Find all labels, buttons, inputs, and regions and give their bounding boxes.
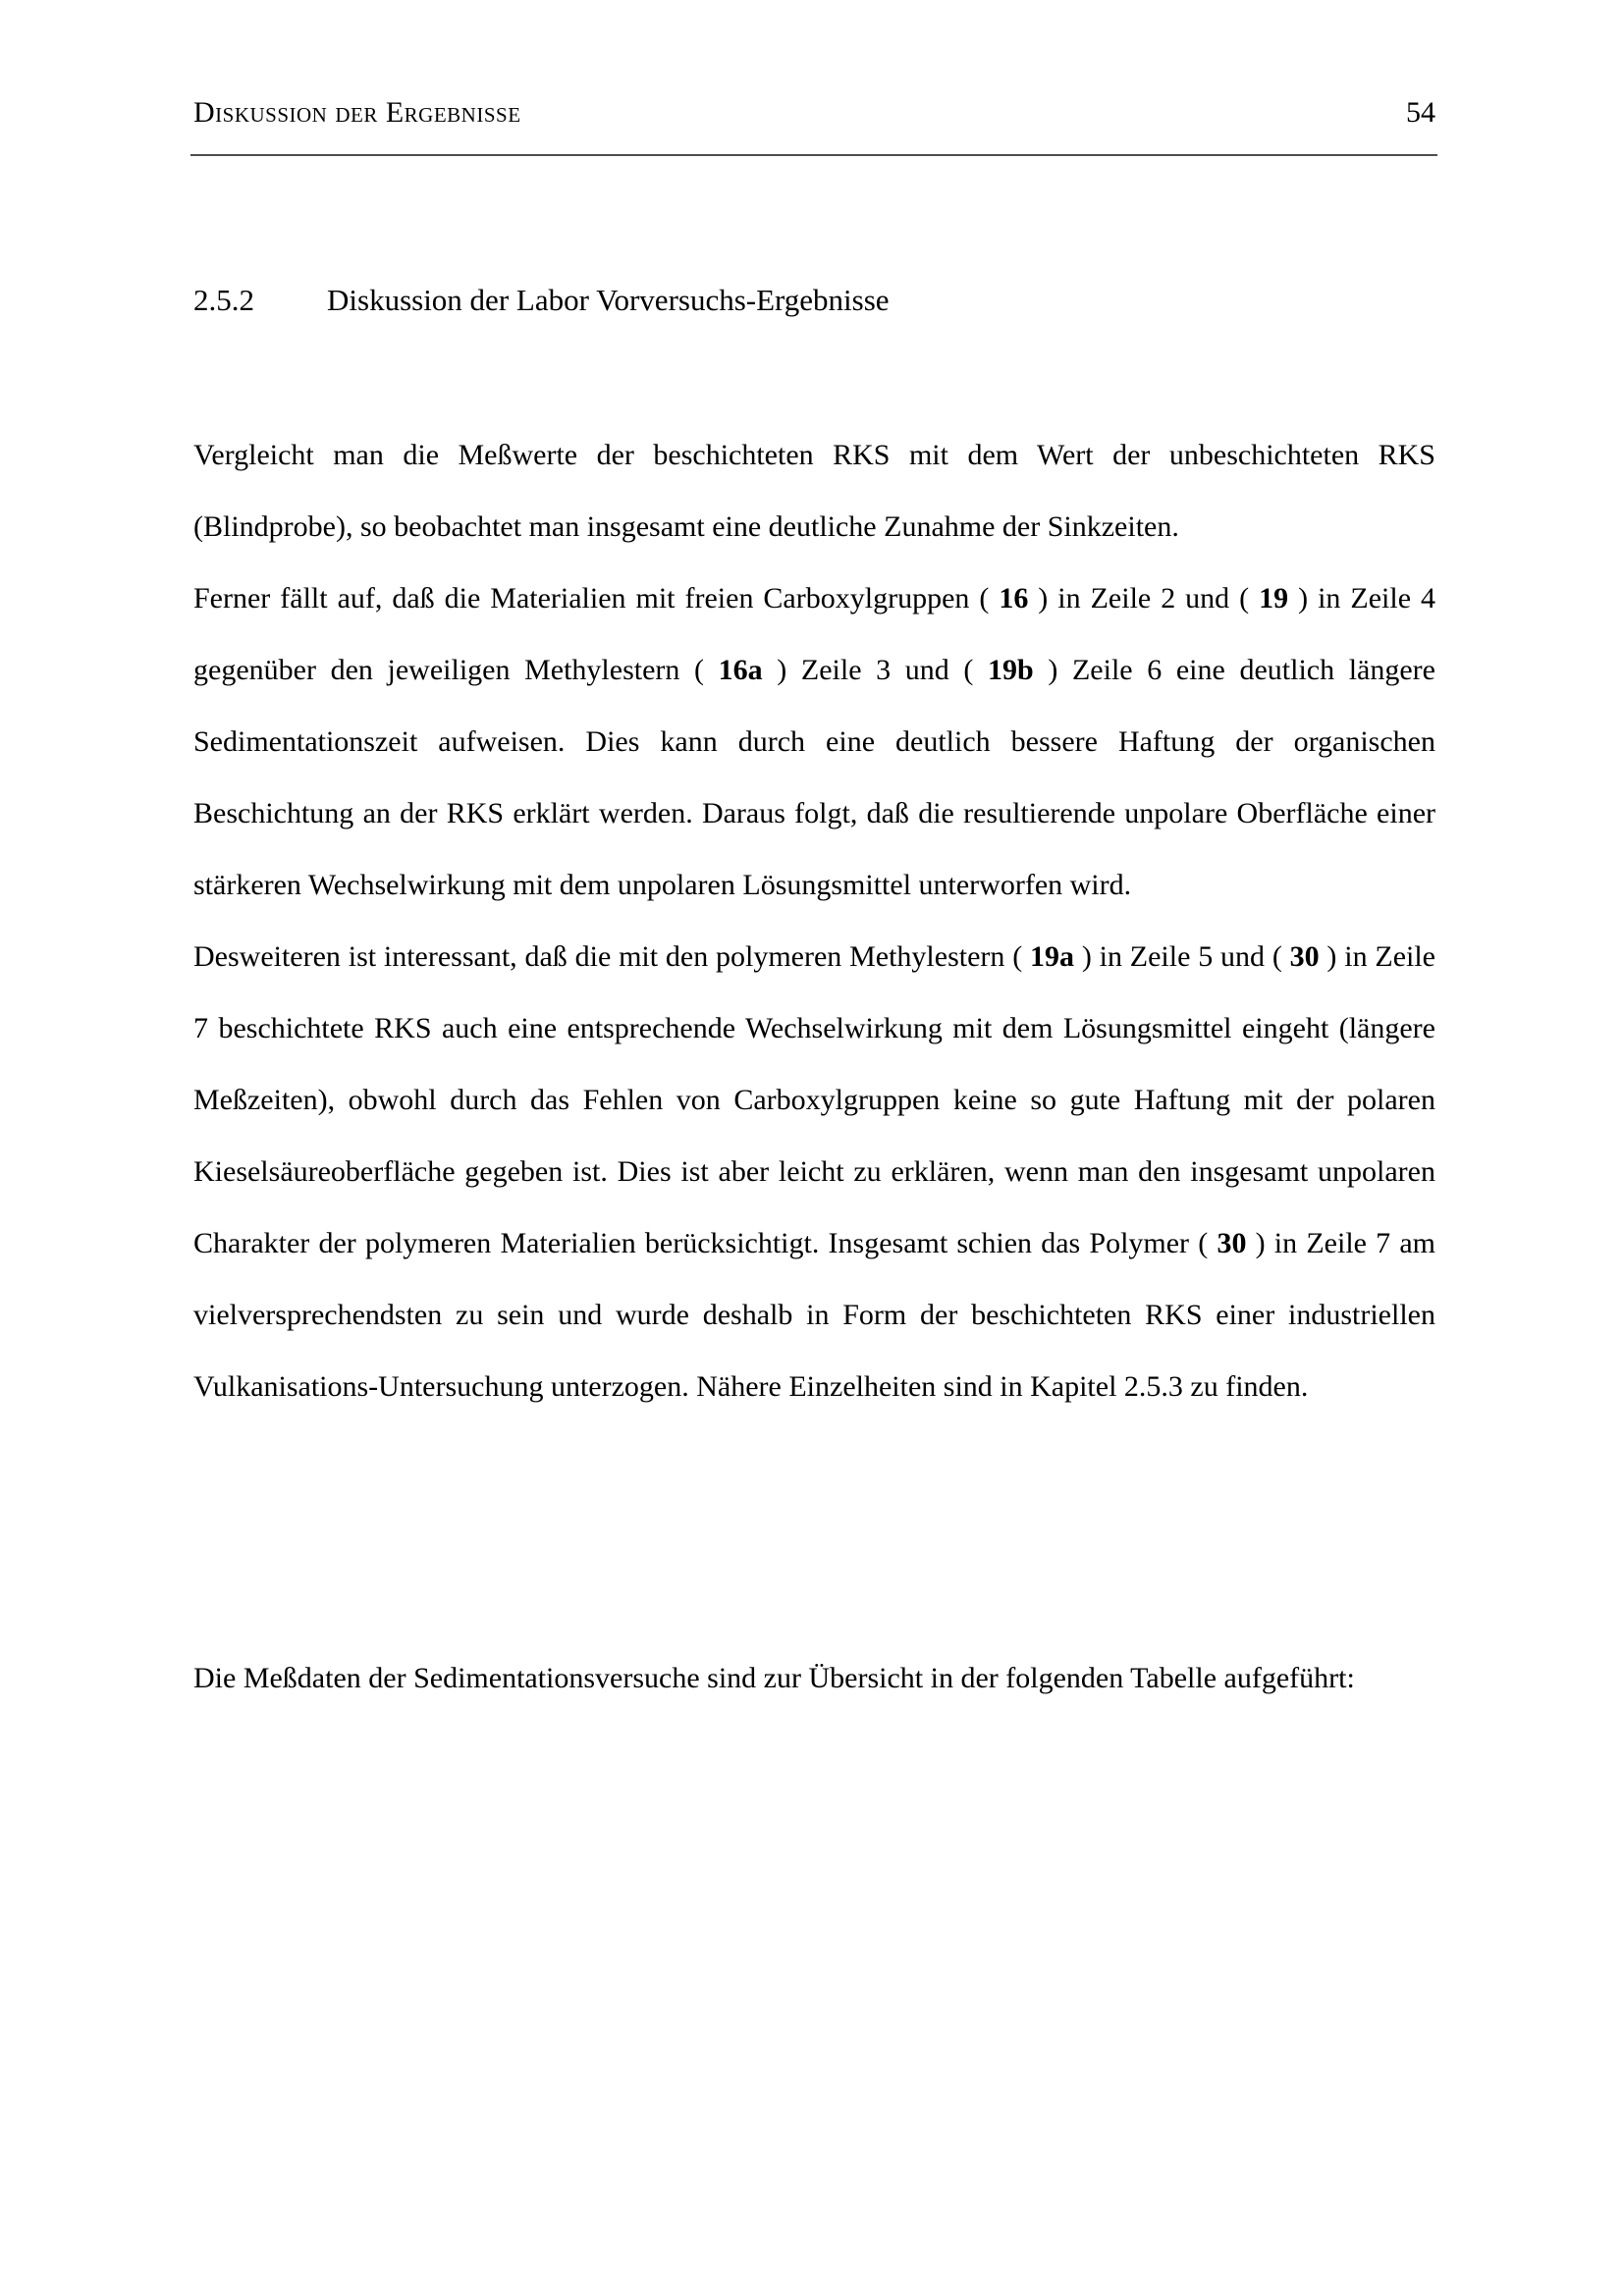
- text-run: Ferner fällt auf, daß die Materialien mit freien Carboxylgruppen (: [193, 582, 1000, 614]
- text-run: Desweiteren ist interessant, daß die mit den polymeren Methylestern (: [193, 940, 1031, 973]
- paragraph: [193, 419, 1435, 562]
- compound-number-bold: 16: [999, 582, 1029, 614]
- section-title: Diskussion der Labor Vorversuchs-Ergebnisse: [327, 283, 890, 317]
- text-run: ) in Zeile 7 am vielversprechendsten zu sein und wurde deshalb in Form der beschichteten RKS einer industriellen Vulkanisations-Untersuchung unterzogen. Nähere Einzelheiten sind in Kapitel 2.5.3 zu finden.: [193, 1227, 1435, 1403]
- text-run: ) Zeile 3 und (: [762, 654, 989, 686]
- text-run: ) in Zeile 2 und (: [1028, 582, 1260, 614]
- text-run: ) in Zeile 7 beschichtete RKS auch eine entsprechende Wechselwirkung mit dem Lösungsmittel eingeht (längere Meßzeiten), obwohl durch das Fehlen von Carboxylgruppen keine so gute Haftung mit der polaren Kieselsäureoberfläche gegeben ist. Dies ist aber leicht zu erklären, wenn man den insgesamt unpolaren Charakter der polymeren Materialien berücksichtigt. Insgesamt schien das Polymer (: [193, 940, 1436, 1259]
- paragraph: [193, 1642, 1435, 1714]
- running-header-title: Diskussion der Ergebnisse: [193, 96, 521, 129]
- text-run: Die Meßdaten der Sedimentationsversuche sind zur Übersicht in der folgenden Tabelle aufgeführt:: [193, 1662, 1355, 1694]
- compound-number-bold: 19b: [988, 654, 1034, 686]
- compound-number-bold: 16a: [718, 654, 763, 686]
- text-run: ) Zeile 6 eine deutlich längere Sedimentationszeit aufweisen. Dies kann durch eine deutlich bessere Haftung der organischen Beschichtung an der RKS erklärt werden. Daraus folgt, daß die resultierende unpolare Oberfläche einer stärkeren Wechselwirkung mit dem unpolaren Lösungsmittel unterworfen wird.: [193, 654, 1435, 901]
- paragraph: [193, 921, 1435, 1422]
- text-run: Vergleicht man die Meßwerte der beschichteten RKS mit dem Wert der unbeschichteten RKS (Blindprobe), so beobachtet man insgesamt eine deutliche Zunahme der Sinkzeiten.: [193, 439, 1435, 543]
- paragraph: [193, 562, 1435, 921]
- page-header: [193, 96, 1435, 130]
- section-heading: [193, 283, 1435, 318]
- text-run: ) in Zeile 5 und (: [1074, 940, 1290, 973]
- text-run: ) in Zeile 4 gegenüber den jeweiligen Methylestern (: [193, 582, 1435, 686]
- document-body: [193, 419, 1435, 1714]
- section-number: 2.5.2: [193, 283, 254, 317]
- page-number: 54: [1406, 96, 1435, 129]
- compound-number-bold: 19: [1259, 582, 1289, 614]
- compound-number-bold: 30: [1217, 1227, 1247, 1259]
- compound-number-bold: 19a: [1030, 940, 1075, 973]
- header-rule: [190, 154, 1437, 156]
- compound-number-bold: 30: [1289, 940, 1320, 973]
